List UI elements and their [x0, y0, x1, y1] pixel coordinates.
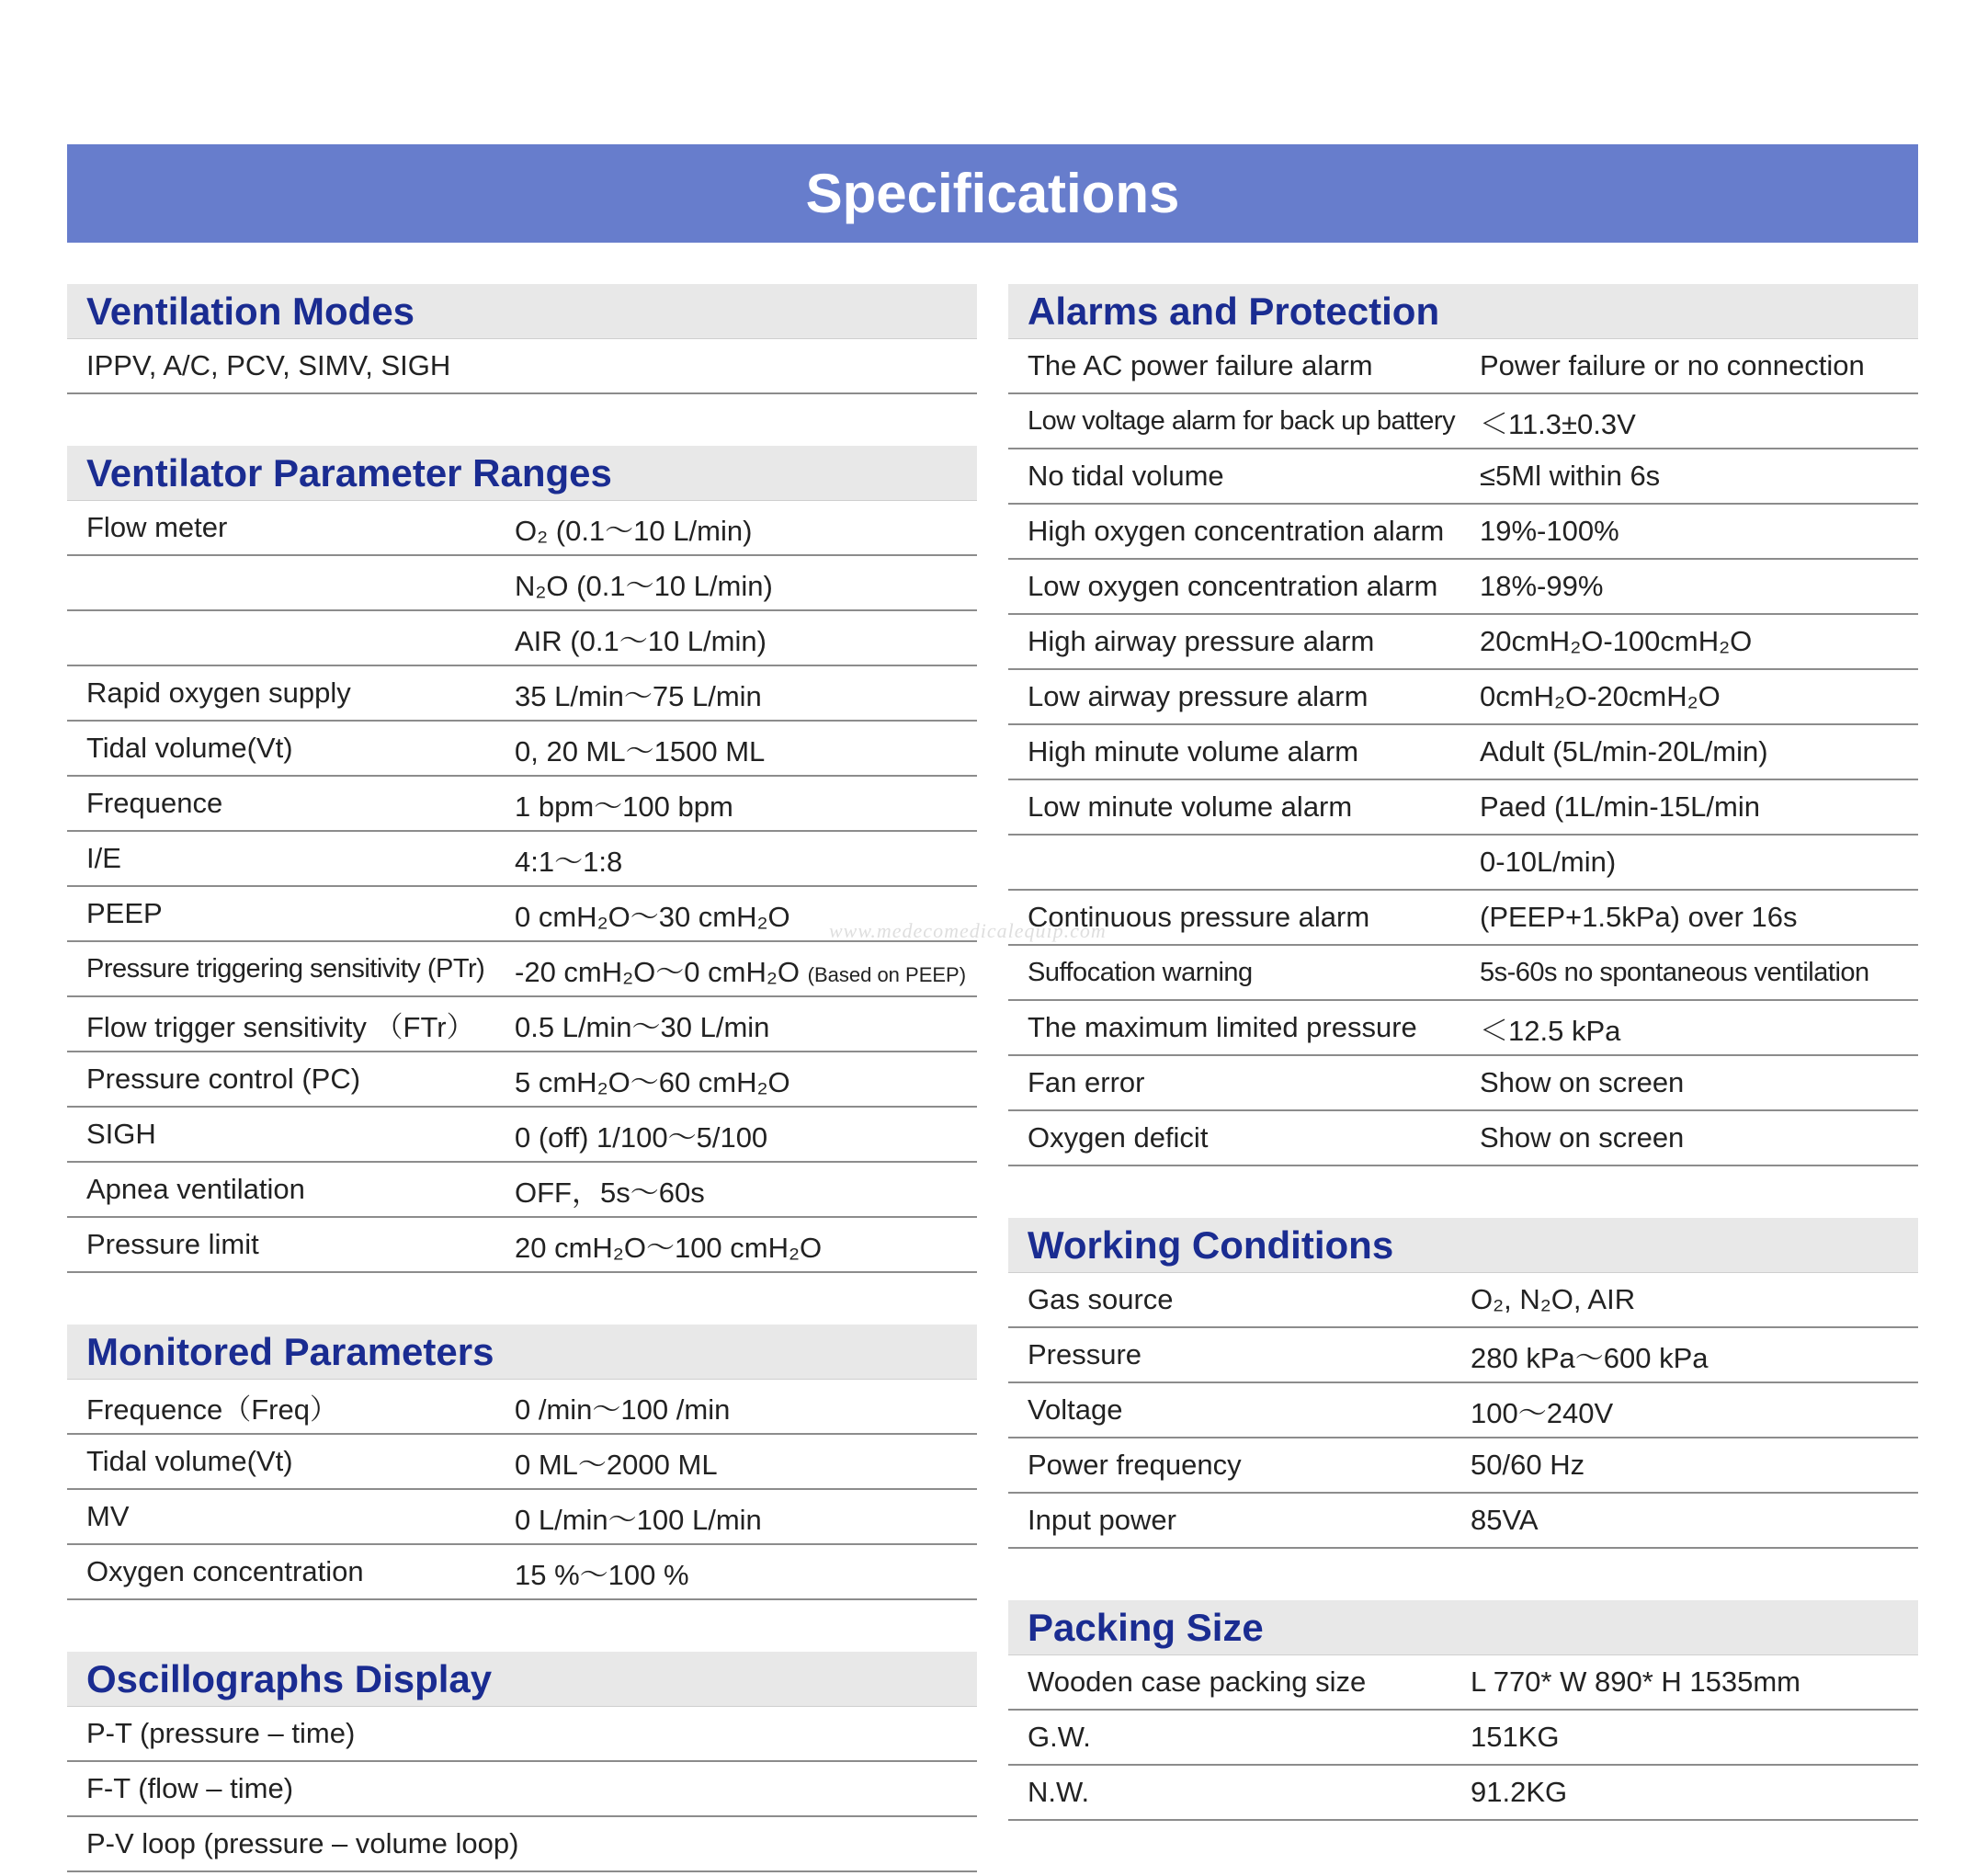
table-row	[67, 832, 977, 887]
list-item	[67, 1762, 977, 1817]
spec-label: Frequence	[86, 787, 223, 819]
spec-value	[1471, 1776, 1918, 1809]
table-row	[67, 997, 977, 1052]
spec-value-text: ＜12.5 kPa	[1480, 1014, 1621, 1047]
spec-value-text: (PEEP+1.5kPa) over 16s	[1480, 901, 1798, 933]
spec-label: Apnea ventilation	[86, 1173, 305, 1205]
spec-value	[1471, 1449, 1918, 1482]
spec-label: Low oxygen concentration alarm	[1028, 570, 1438, 602]
spec-value	[1480, 846, 1918, 879]
spec-label: G.W.	[1028, 1721, 1091, 1753]
table-row	[1008, 1383, 1918, 1438]
spec-label: High minute volume alarm	[1028, 735, 1359, 767]
page-title: Specifications	[67, 144, 1918, 243]
spec-value-text: 19%-100%	[1480, 515, 1619, 547]
spec-value-text: 1 bpm～100 bpm	[515, 790, 733, 823]
spec-value-text: 0 cmH₂O～30 cmH₂O	[515, 900, 790, 933]
spec-label: Frequence（Freq）	[86, 1393, 338, 1426]
spec-value	[1471, 1721, 1918, 1754]
table-row	[67, 1052, 977, 1108]
row-text: P-T (pressure – time)	[86, 1717, 356, 1749]
row-text: P-V loop (pressure – volume loop)	[86, 1827, 519, 1859]
table-row	[67, 722, 977, 777]
spec-label: High airway pressure alarm	[1028, 625, 1375, 657]
table-row	[67, 556, 977, 611]
table-row	[67, 1545, 977, 1600]
spec-value	[1471, 1390, 1918, 1431]
spec-label: PEEP	[86, 897, 163, 929]
spec-label: Oxygen deficit	[1028, 1121, 1209, 1154]
spec-value-text: Paed (1L/min-15L/min	[1480, 790, 1760, 823]
table-row	[67, 1108, 977, 1163]
spec-label: MV	[86, 1500, 130, 1532]
spec-value-text: 0 /min～100 /min	[515, 1393, 731, 1426]
spec-value-text: 0, 20 ML～1500 ML	[515, 734, 766, 767]
spec-value-text: 20cmH₂O-100cmH₂O	[1480, 625, 1753, 657]
spec-value	[515, 949, 977, 990]
spec-value	[515, 1114, 977, 1155]
spec-value	[1480, 349, 1918, 382]
spec-label: Flow meter	[86, 511, 228, 543]
table-row	[1008, 1494, 1918, 1549]
table-row	[1008, 1328, 1918, 1383]
table-row	[1008, 1056, 1918, 1111]
spec-value-text: 4:1～1:8	[515, 845, 623, 878]
spec-value-text: N₂O (0.1～10 L/min)	[515, 569, 773, 602]
spec-label: Suffocation warning	[1028, 957, 1253, 987]
spec-value	[1471, 1335, 1918, 1376]
spec-label: No tidal volume	[1028, 460, 1224, 492]
table-row	[1008, 891, 1918, 946]
spec-value	[515, 618, 977, 659]
table-row	[1008, 1438, 1918, 1494]
spec-value	[1480, 901, 1918, 934]
spec-value-text: ＜11.3±0.3V	[1480, 407, 1636, 440]
spec-label: Tidal volume(Vt)	[86, 1445, 293, 1477]
table-row	[67, 777, 977, 832]
spec-value-text: L 770* W 890* H 1535mm	[1471, 1666, 1800, 1698]
section-title-oscillographs: Oscillographs Display	[67, 1652, 977, 1707]
table-row	[1008, 1655, 1918, 1711]
spec-label: Fan error	[1028, 1066, 1145, 1098]
table-row	[67, 611, 977, 666]
spec-label: Continuous pressure alarm	[1028, 901, 1370, 933]
spec-value-text: 280 kPa～600 kPa	[1471, 1341, 1709, 1374]
list-item	[67, 339, 977, 394]
spec-value-text: OFF，5s～60s	[515, 1176, 705, 1209]
left-column	[67, 284, 977, 1872]
spec-value	[515, 507, 977, 549]
spec-value-text: 85VA	[1471, 1504, 1539, 1536]
spec-label: High oxygen concentration alarm	[1028, 515, 1445, 547]
right-column	[1008, 284, 1918, 1821]
table-row	[67, 1435, 977, 1490]
table-row	[1008, 1111, 1918, 1166]
spec-value-text: 35 L/min～75 L/min	[515, 679, 762, 712]
spec-value	[515, 563, 977, 604]
spec-value-text: 0cmH₂O-20cmH₂O	[1480, 680, 1721, 712]
list-item	[67, 1817, 977, 1872]
table-row	[1008, 505, 1918, 560]
spec-label: I/E	[86, 842, 121, 874]
spec-value	[515, 1059, 977, 1100]
spec-label: Wooden case packing size	[1028, 1666, 1367, 1698]
spec-label: Oxygen concentration	[86, 1555, 364, 1587]
table-row	[1008, 836, 1918, 891]
spec-label: Tidal volume(Vt)	[86, 732, 293, 764]
spec-value-text: 0 (off) 1/100～5/100	[515, 1120, 768, 1154]
spec-value	[515, 1004, 977, 1045]
spec-value	[1480, 1121, 1918, 1154]
spec-label: The maximum limited pressure	[1028, 1011, 1417, 1043]
table-row	[67, 942, 977, 997]
spec-label: Pressure triggering sensitivity (PTr)	[86, 953, 485, 983]
spec-value-text: 0.5 L/min～30 L/min	[515, 1010, 770, 1043]
spec-value-text: 5 cmH₂O～60 cmH₂O	[515, 1065, 790, 1098]
section-title-monitored: Monitored Parameters	[67, 1325, 977, 1380]
table-row	[1008, 1766, 1918, 1821]
spec-value	[515, 1441, 977, 1483]
spec-value-text: Power failure or no connection	[1480, 349, 1865, 381]
spec-value	[1471, 1666, 1918, 1699]
spec-label: SIGH	[86, 1118, 156, 1150]
spec-value	[1480, 515, 1918, 548]
spec-value-text: 0 L/min～100 L/min	[515, 1503, 762, 1536]
spec-label: Flow trigger sensitivity （FTr）	[86, 1010, 475, 1043]
table-row	[1008, 339, 1918, 394]
spec-value-text: 15 %～100 %	[515, 1558, 689, 1591]
table-row	[67, 1218, 977, 1273]
table-row	[67, 666, 977, 722]
spec-value-text: Adult (5L/min-20L/min)	[1480, 735, 1768, 767]
spec-value-text: O₂ (0.1～10 L/min)	[515, 514, 753, 547]
spec-value	[515, 1224, 977, 1266]
list-item	[67, 1707, 977, 1762]
spec-label: Input power	[1028, 1504, 1176, 1536]
table-row	[67, 1380, 977, 1435]
spec-value-text: 151KG	[1471, 1721, 1560, 1753]
row-text: F-T (flow – time)	[86, 1772, 294, 1804]
table-row	[1008, 1273, 1918, 1328]
table-row	[1008, 946, 1918, 1001]
section-title-working-conditions: Working Conditions	[1008, 1218, 1918, 1273]
spec-label: Low airway pressure alarm	[1028, 680, 1369, 712]
spec-value	[1471, 1283, 1918, 1316]
spec-label: Pressure limit	[86, 1228, 259, 1260]
spec-value-text: 0 ML～2000 ML	[515, 1448, 718, 1481]
spec-value	[1480, 460, 1918, 493]
spec-value-text: 0-10L/min)	[1480, 846, 1617, 878]
spec-value-text: Show on screen	[1480, 1121, 1685, 1154]
spec-value	[1480, 1066, 1918, 1099]
table-row	[1008, 615, 1918, 670]
spec-value-text: AIR (0.1～10 L/min)	[515, 624, 767, 657]
table-row	[67, 1163, 977, 1218]
section-title-alarms: Alarms and Protection	[1008, 284, 1918, 339]
spec-label: Low minute volume alarm	[1028, 790, 1353, 823]
spec-value	[1480, 625, 1918, 658]
section-title-ventilation-modes: Ventilation Modes	[67, 284, 977, 339]
spec-value	[1480, 958, 1918, 988]
spec-value-text: O₂, N₂O, AIR	[1471, 1283, 1636, 1315]
table-row	[1008, 449, 1918, 505]
spec-value	[1480, 401, 1918, 442]
spec-value-text: ≤5Ml within 6s	[1480, 460, 1661, 492]
spec-label: Pressure control (PC)	[86, 1063, 361, 1095]
spec-note: (Based on PEEP)	[807, 962, 967, 986]
spec-label: The AC power failure alarm	[1028, 349, 1373, 381]
spec-label: Gas source	[1028, 1283, 1174, 1315]
spec-value	[515, 1496, 977, 1538]
spec-value	[1480, 680, 1918, 713]
table-row	[67, 1490, 977, 1545]
spec-value-text: 91.2KG	[1471, 1776, 1568, 1808]
table-row	[1008, 670, 1918, 725]
spec-value	[515, 1386, 977, 1427]
spec-label: Power frequency	[1028, 1449, 1242, 1481]
spec-value-text: 100～240V	[1471, 1396, 1614, 1429]
spec-value	[1480, 735, 1918, 768]
spec-value-text: 5s-60s no spontaneous ventilation	[1480, 957, 1869, 987]
spec-value	[1480, 790, 1918, 824]
spec-value-text: 50/60 Hz	[1471, 1449, 1585, 1481]
table-row	[1008, 1001, 1918, 1056]
section-title-packing: Packing Size	[1008, 1600, 1918, 1655]
spec-value-text: Show on screen	[1480, 1066, 1685, 1098]
spec-value	[515, 1169, 977, 1211]
spec-value	[1480, 1007, 1918, 1049]
table-row	[1008, 725, 1918, 780]
spec-value-text: 20 cmH₂O～100 cmH₂O	[515, 1231, 823, 1264]
row-text: IPPV, A/C, PCV, SIMV, SIGH	[86, 349, 451, 381]
spec-label: Low voltage alarm for back up battery	[1028, 405, 1456, 436]
section-title-parameter-ranges: Ventilator Parameter Ranges	[67, 446, 977, 501]
table-row	[1008, 394, 1918, 449]
spec-label: Voltage	[1028, 1393, 1123, 1426]
table-row	[1008, 560, 1918, 615]
spec-value	[1471, 1504, 1918, 1537]
spec-value	[515, 728, 977, 769]
spec-label: Pressure	[1028, 1338, 1142, 1370]
spec-value	[515, 673, 977, 714]
table-row	[1008, 780, 1918, 836]
spec-label: N.W.	[1028, 1776, 1090, 1808]
spec-label: Rapid oxygen supply	[86, 676, 351, 709]
watermark: www.medecomedicalequip.com	[829, 919, 1107, 942]
table-row	[67, 501, 977, 556]
table-row	[1008, 1711, 1918, 1766]
spec-value	[515, 1552, 977, 1593]
spec-value	[515, 838, 977, 880]
spec-value	[515, 783, 977, 824]
spec-value-text: 18%-99%	[1480, 570, 1604, 602]
spec-value	[1480, 570, 1918, 603]
spec-value-text: -20 cmH₂O～0 cmH₂O	[515, 955, 800, 988]
